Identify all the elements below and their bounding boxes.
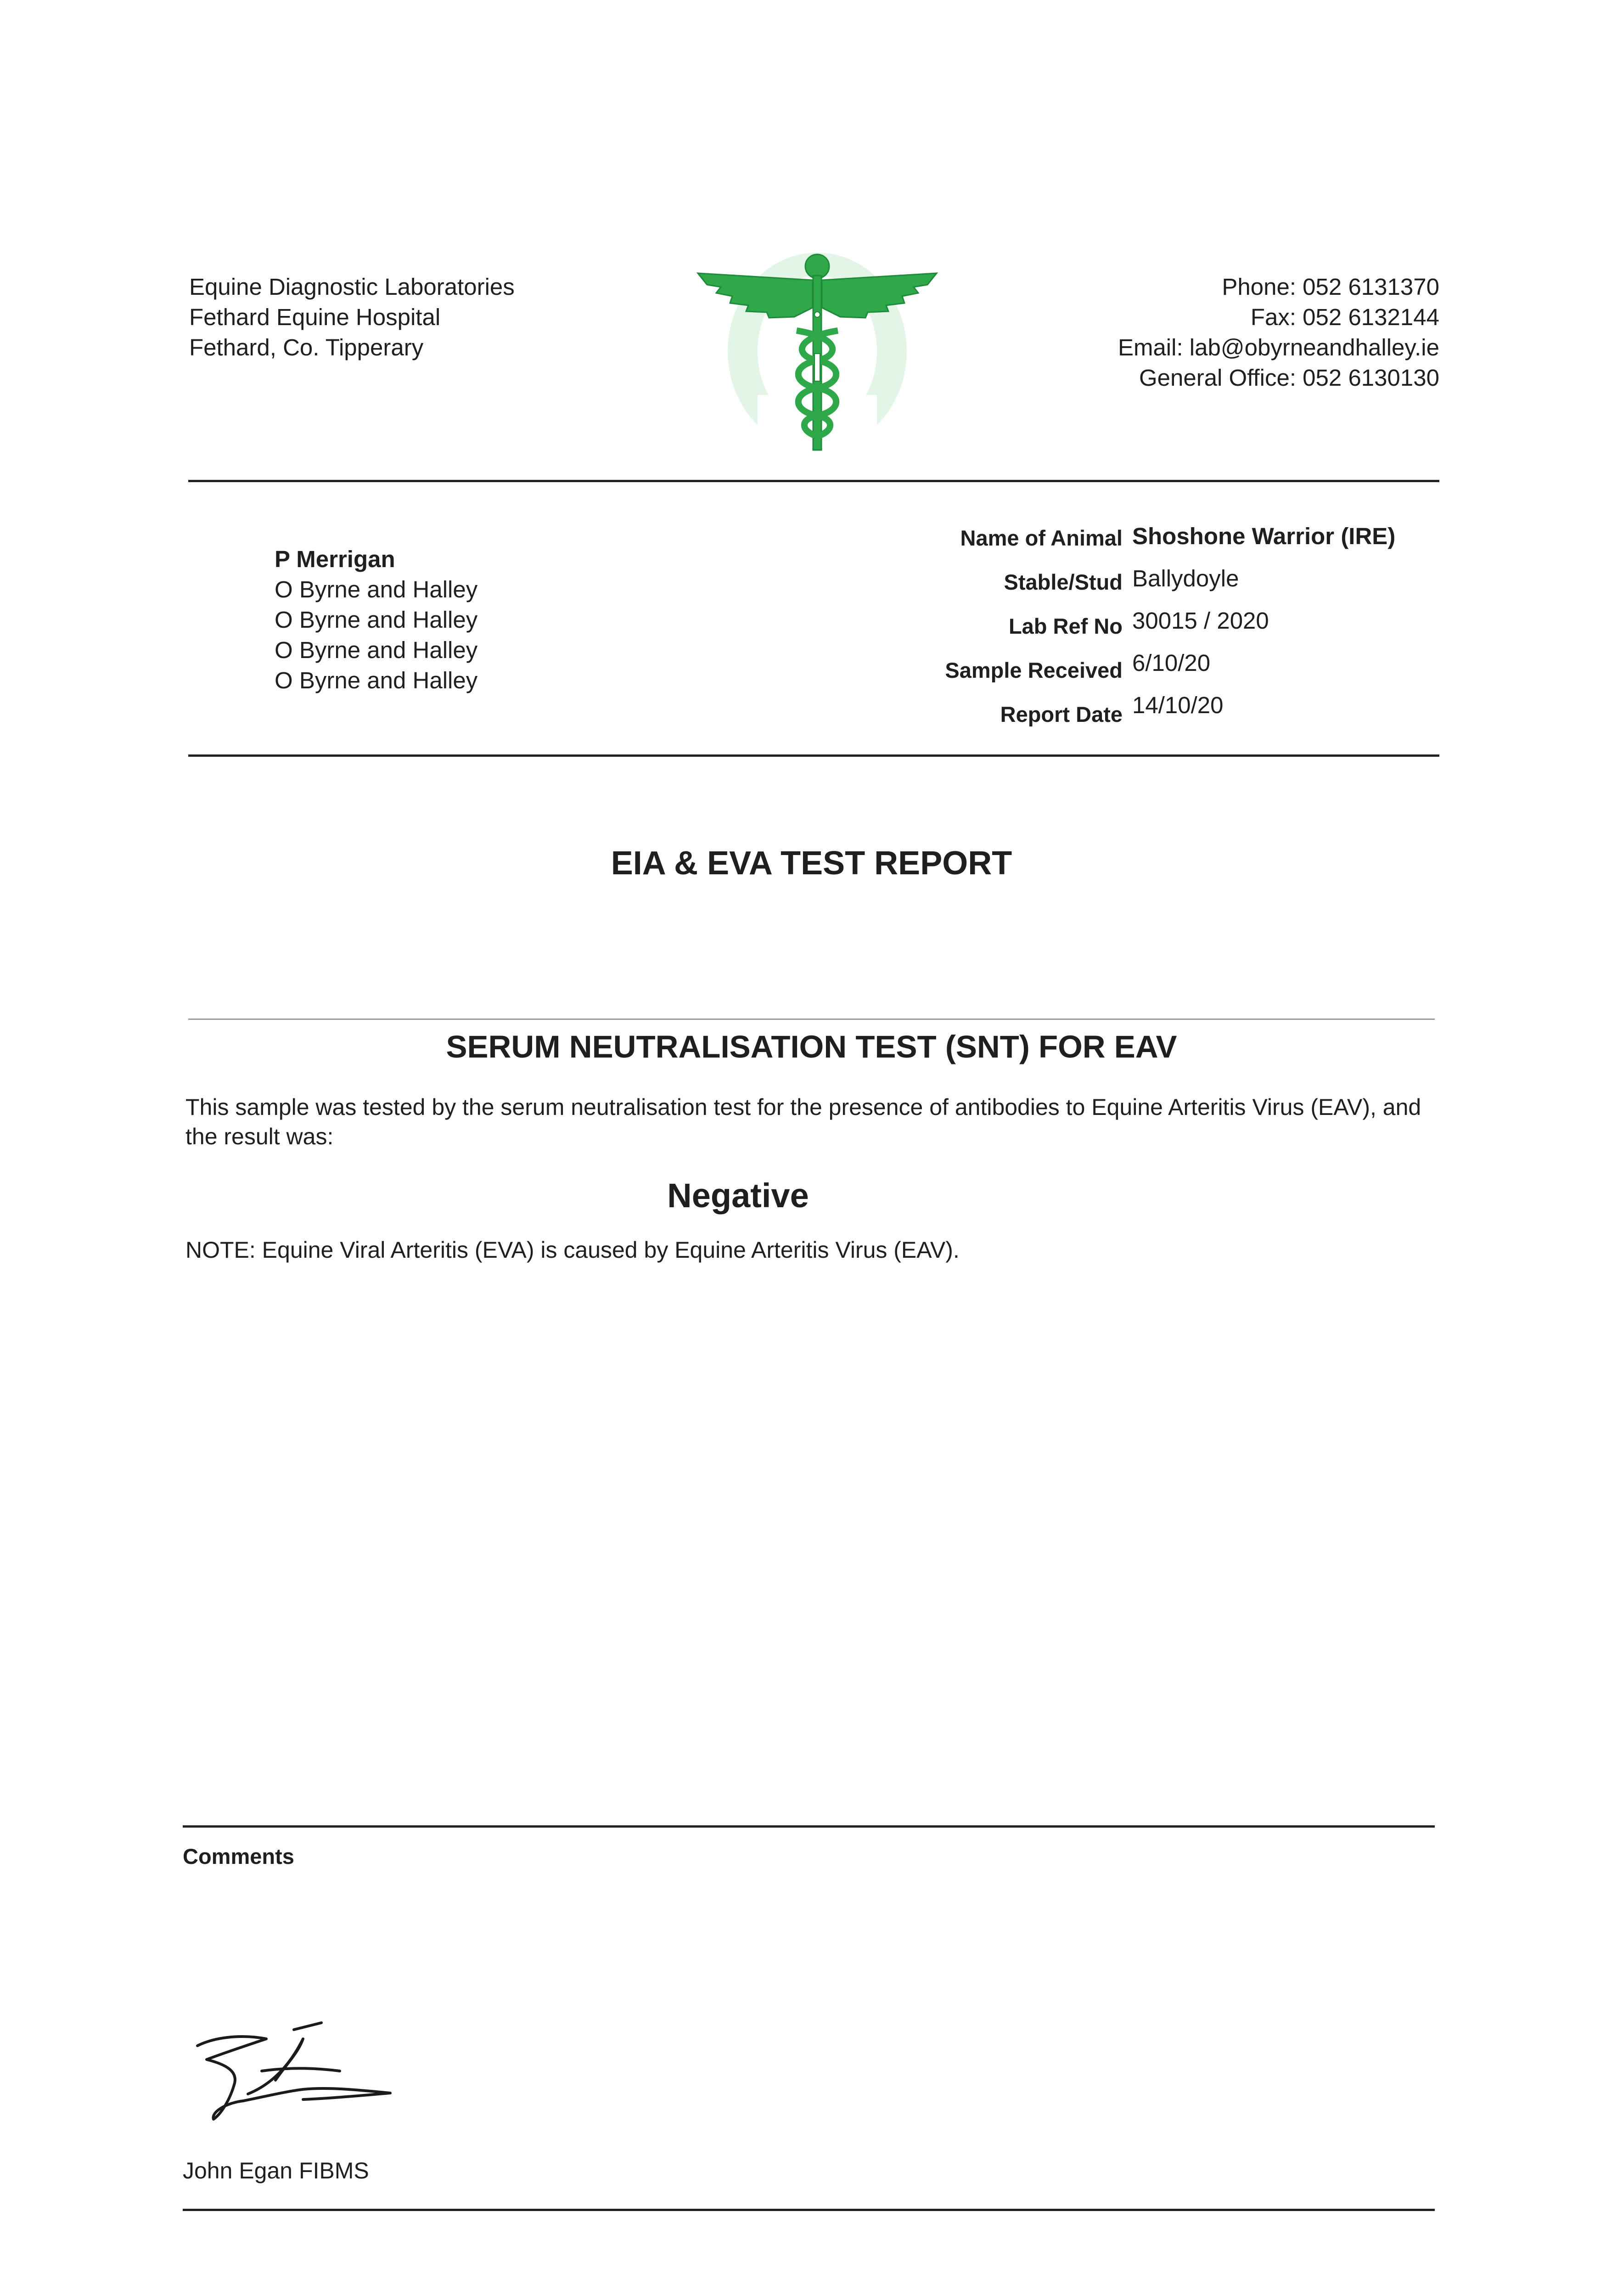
animal-name: Shoshone Warrior (IRE)	[1132, 523, 1396, 549]
email: Email: lab@obyrneandhalley.ie	[1118, 334, 1439, 360]
label-stable: Stable/Stud	[1004, 570, 1123, 594]
details-values	[1132, 521, 1444, 732]
signature	[188, 2020, 404, 2131]
label-report-date: Report Date	[1000, 702, 1123, 726]
lab-ref-value: 30015 / 2020	[1132, 608, 1269, 634]
snt-note: NOTE: Equine Viral Arteritis (EVA) is caused by Equine Arteritis Virus (EAV).	[185, 1237, 960, 1263]
general-office: General Office: 052 6130130	[1139, 365, 1439, 391]
divider-top	[188, 480, 1439, 482]
details-labels	[801, 521, 1123, 742]
label-labref: Lab Ref No	[1008, 614, 1123, 638]
label-received: Sample Received	[945, 658, 1123, 682]
fax: Fax: 052 6132144	[1250, 304, 1439, 330]
lab-location: Fethard, Co. Tipperary	[189, 334, 424, 360]
report-title: EIA & EVA TEST REPORT	[611, 845, 1012, 882]
divider-details	[188, 754, 1439, 757]
label-animal: Name of Animal	[960, 526, 1123, 550]
lab-contact	[1042, 272, 1439, 393]
stable-value: Ballydoyle	[1132, 565, 1239, 591]
snt-heading: SERUM NEUTRALISATION TEST (SNT) FOR EAV	[446, 1029, 1177, 1064]
recipient-line: O Byrne and Halley	[275, 667, 478, 693]
recipient-block	[275, 544, 477, 696]
lab-hospital: Fethard Equine Hospital	[189, 304, 441, 330]
divider-snt	[188, 1019, 1435, 1020]
phone: Phone: 052 6131370	[1222, 274, 1439, 300]
lab-address	[189, 272, 515, 363]
divider-bottom	[183, 2209, 1435, 2211]
recipient-line: O Byrne and Halley	[275, 637, 478, 663]
sample-received-value: 6/10/20	[1132, 650, 1211, 676]
caduceus-logo	[689, 239, 946, 455]
divider-comments	[183, 1825, 1435, 1828]
snt-body: This sample was tested by the serum neutralisation test for the presence of antibodies to Equine Arteritis Virus (EAV), and the result was:	[185, 1094, 1421, 1149]
report-date-value: 14/10/20	[1132, 692, 1224, 718]
recipient-line: O Byrne and Halley	[275, 607, 478, 633]
lab-name: Equine Diagnostic Laboratories	[189, 274, 515, 300]
recipient-name: P Merrigan	[275, 546, 395, 572]
comments-label: Comments	[183, 1844, 294, 1868]
signatory-name: John Egan FIBMS	[183, 2158, 369, 2183]
recipient-line: O Byrne and Halley	[275, 576, 478, 602]
snt-result: Negative	[667, 1176, 809, 1215]
